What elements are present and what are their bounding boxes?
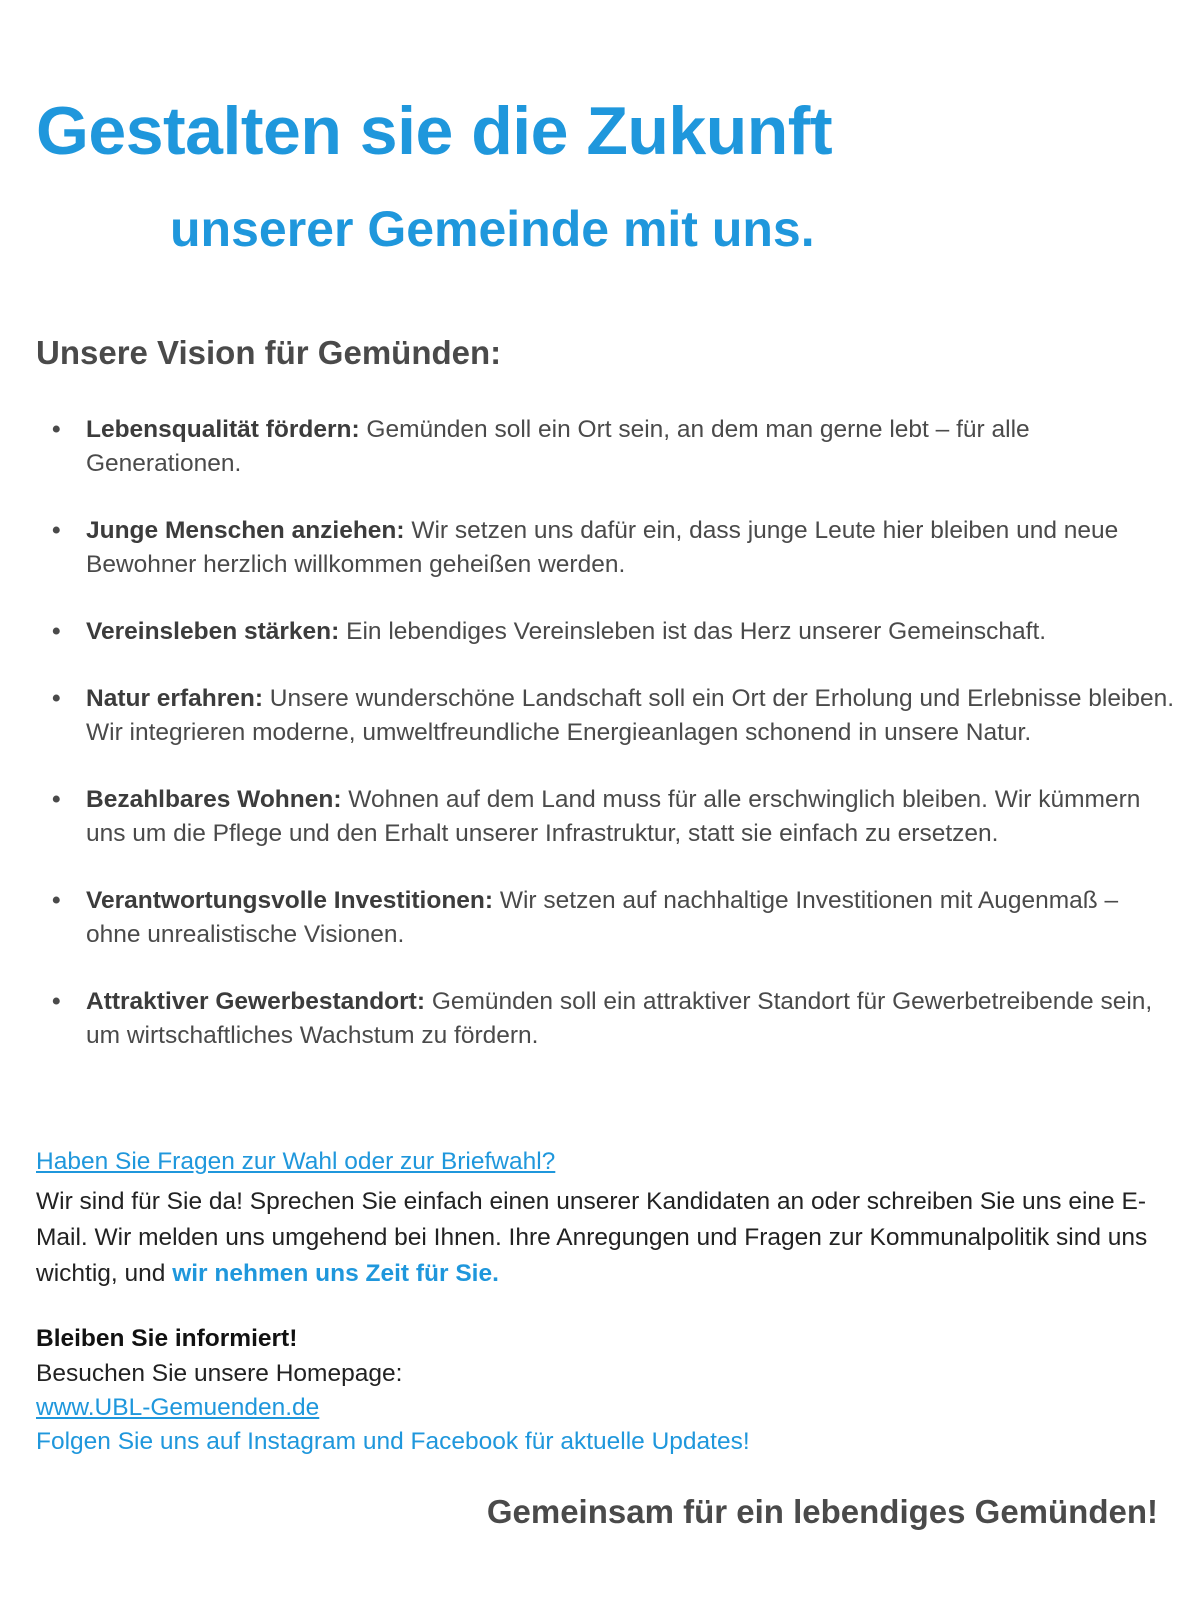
- homepage-label: Besuchen Sie unsere Homepage:: [36, 1360, 403, 1387]
- vision-item-vereinsleben: [36, 615, 1176, 649]
- vision-item-text: Ein lebendiges Vereinsleben ist das Herz unserer Gemeinschaft.: [339, 618, 1047, 645]
- vision-item-lead: Attraktiver Gewerbestandort:: [86, 988, 426, 1015]
- vision-item-lead: Verantwortungsvolle Investitionen:: [86, 887, 494, 914]
- vision-item-text: Wohnen auf dem Land muss für alle erschwinglich bleiben. Wir kümmern uns um die Pflege und den Erhalt unserer Infrastruktur, statt sie einfach zu ersetzen.: [86, 786, 1141, 847]
- vision-item-lead: Lebensqualität fördern:: [86, 416, 360, 443]
- vision-item-lead: Vereinsleben stärken:: [86, 618, 340, 645]
- bullet-icon: •: [52, 618, 61, 645]
- vision-item-text: Wir setzen uns dafür ein, dass junge Leute hier bleiben und neue Bewohner herzlich willkommen geheißen werden.: [86, 517, 1119, 578]
- vision-item-gewerbe: [36, 985, 1176, 1053]
- vision-heading: Unsere Vision für Gemünden:: [36, 334, 502, 371]
- vision-item-lead: Bezahlbares Wohnen:: [86, 786, 342, 813]
- vision-item-natur: [36, 682, 1176, 750]
- vision-item-text: Gemünden soll ein attraktiver Standort für Gewerbetreibende sein, um wirtschaftliches Wachstum zu fördern.: [86, 988, 1153, 1049]
- vision-list: [36, 413, 1176, 1086]
- bullet-icon: •: [52, 685, 61, 712]
- bullet-icon: •: [52, 988, 61, 1015]
- contact-paragraph: [36, 1184, 1176, 1292]
- vision-item-lebensqualitaet: [36, 413, 1176, 481]
- homepage-link[interactable]: www.UBL-Gemuenden.de: [36, 1394, 320, 1421]
- bullet-icon: •: [52, 887, 61, 914]
- info-heading: Bleiben Sie informiert!: [36, 1325, 298, 1352]
- vision-item-junge-menschen: [36, 514, 1176, 582]
- vision-item-text: Wir setzen auf nachhaltige Investitionen mit Augenmaß – ohne unrealistische Visionen.: [86, 887, 1119, 948]
- vision-item-text: Gemünden soll ein Ort sein, an dem man gerne lebt – für alle Generationen.: [86, 416, 1030, 477]
- election-questions-link[interactable]: Haben Sie Fragen zur Wahl oder zur Briefwahl?: [36, 1148, 556, 1175]
- social-media-note: Folgen Sie uns auf Instagram und Facebook für aktuelle Updates!: [36, 1428, 750, 1455]
- bullet-icon: •: [52, 786, 61, 813]
- vision-item-investitionen: [36, 884, 1176, 952]
- headline-line-2: unserer Gemeinde mit uns.: [170, 201, 815, 257]
- headline-line-1: Gestalten sie die Zukunft: [36, 93, 833, 169]
- bullet-icon: •: [52, 416, 61, 443]
- vision-item-text: Unsere wunderschöne Landschaft soll ein Ort der Erholung und Erlebnisse bleiben. Wir integrieren moderne, umweltfreundliche Energieanlagen schonend in unsere Natur.: [86, 685, 1175, 746]
- bullet-icon: •: [52, 517, 61, 544]
- vision-item-lead: Natur erfahren:: [86, 685, 263, 712]
- closing-slogan: Gemeinsam für ein lebendiges Gemünden!: [486, 1493, 1158, 1530]
- contact-highlight: wir nehmen uns Zeit für Sie.: [172, 1260, 499, 1287]
- vision-item-wohnen: [36, 783, 1176, 851]
- contact-text: Wir sind für Sie da! Sprechen Sie einfach einen unserer Kandidaten an oder schreiben Sie uns eine E-Mail. Wir melden uns umgehend bei Ihnen. Ihre Anregungen und Fragen zur Kommunalpolitik sind uns wichtig, und: [36, 1188, 1148, 1287]
- vision-item-lead: Junge Menschen anziehen:: [86, 517, 405, 544]
